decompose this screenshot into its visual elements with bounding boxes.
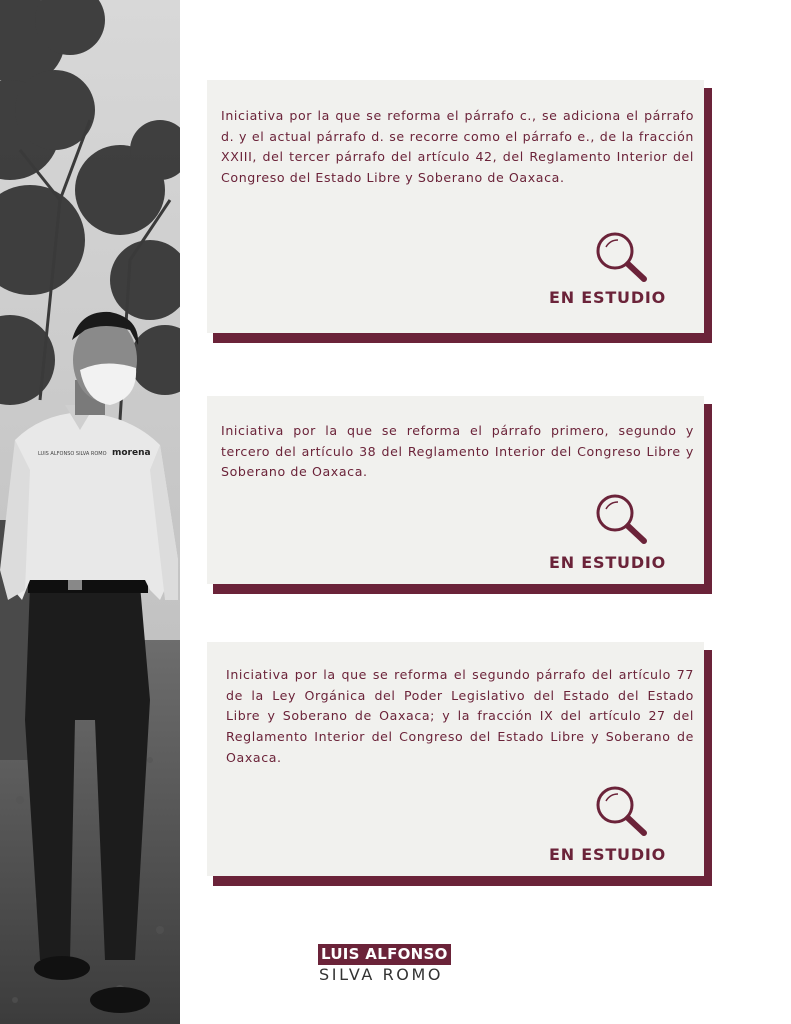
search-icon[interactable] bbox=[592, 491, 650, 547]
initiative-description: Iniciativa por la que se reforma el segundo párrafo del artículo 77 de la Ley Orgánica del Poder Legislativo del Estado del Estado Libre y Soberano de Oaxaca; y la fracción IX del artículo 27 del Reglamento Interior del Congreso del Estado Libre y Soberano de Oaxaca. bbox=[226, 667, 694, 765]
brand-logo bbox=[318, 944, 451, 985]
card-panel bbox=[207, 396, 704, 584]
status-label: EN ESTUDIO bbox=[549, 553, 667, 572]
initiative-description: Iniciativa por la que se reforma el párrafo c., se adiciona el párrafo d. y el actual párrafo d. se recorre como el párrafo e., de la fracción XXIII, del tercer párrafo del artículo 42, del Reglamento Interior del Congreso del Estado Libre y Soberano de Oaxaca. bbox=[221, 108, 694, 186]
card-panel bbox=[207, 642, 704, 876]
shirt-name-text: LUIS ALFONSO SILVA ROMO bbox=[38, 451, 107, 457]
logo-line-1: LUIS ALFONSO bbox=[318, 944, 451, 965]
initiative-description: Iniciativa por la que se reforma el párrafo primero, segundo y tercero del artículo 38 del Reglamento Interior del Congreso Libre y Soberano de Oaxaca. bbox=[221, 423, 694, 480]
logo-line-2: SILVA ROMO bbox=[319, 965, 444, 984]
initiative-card-2 bbox=[207, 396, 712, 594]
initiative-card-1 bbox=[207, 80, 712, 343]
portrait-photo bbox=[0, 0, 180, 1024]
portrait-illustration bbox=[0, 0, 180, 1024]
shirt-logo-text: morena bbox=[112, 448, 151, 458]
status-label: EN ESTUDIO bbox=[549, 288, 667, 307]
card-panel bbox=[207, 80, 704, 333]
status-label: EN ESTUDIO bbox=[549, 845, 667, 864]
initiative-card-3 bbox=[207, 642, 712, 886]
search-icon[interactable] bbox=[592, 229, 650, 285]
search-icon[interactable] bbox=[592, 783, 650, 839]
